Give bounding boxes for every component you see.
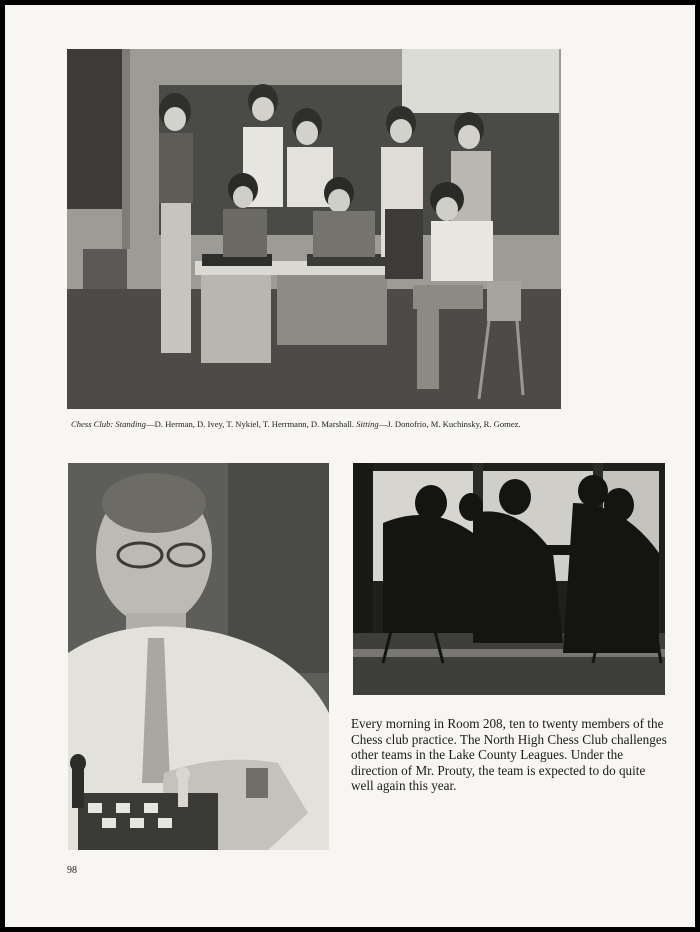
caption-standing-names: —D. Herman, D. Ivey, T. Nykiel, T. Herrmann, D. Marshall. (145, 419, 357, 429)
advisor-portrait-photo (68, 463, 329, 850)
caption-lead: Chess Club: (71, 419, 116, 429)
silhouettes-photo (353, 463, 665, 695)
caption-sitting-names: —J. Donofrio, M. Kuchinsky, R. Gomez. (378, 419, 521, 429)
chess-club-description: Every morning in Room 208, ten to twenty members of the Chess club practice. The North High Chess Club challenges other teams in the Lake County Leagues. Under the direction of Mr. Prouty, the team is expected to do quite well again this year. (351, 716, 667, 794)
page-number: 98 (67, 865, 77, 876)
chess-club-group-photo (67, 49, 561, 409)
photo-caption (71, 419, 571, 429)
caption-sitting-label: Sitting (356, 419, 379, 429)
yearbook-page (5, 5, 695, 927)
caption-standing-label: Standing (115, 419, 146, 429)
